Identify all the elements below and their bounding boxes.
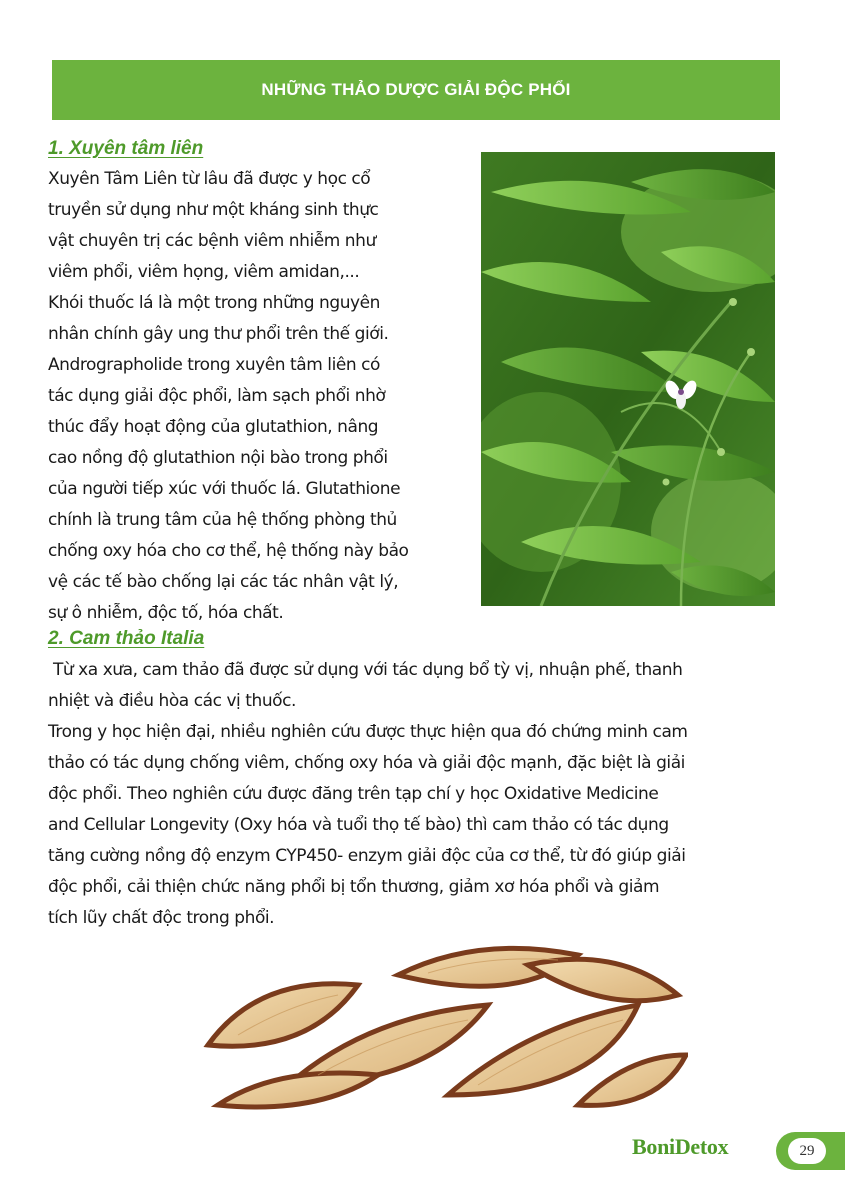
section1-body bbox=[48, 164, 468, 629]
body-line: truyền sử dụng như một kháng sinh thực bbox=[48, 200, 379, 220]
brand-logo: BoniDetox bbox=[632, 1134, 729, 1159]
body-line: nhân chính gây ung thư phổi trên thế giới. bbox=[48, 324, 389, 344]
body-line: vật chuyên trị các bệnh viêm nhiễm như bbox=[48, 231, 376, 251]
section2-heading: 2. Cam thảo Italia bbox=[48, 628, 205, 649]
body-line: sự ô nhiễm, độc tố, hóa chất. bbox=[48, 603, 284, 623]
andrographis-plant-photo bbox=[481, 152, 775, 606]
page-number: 29 bbox=[788, 1138, 826, 1164]
body-line: Andrographolide trong xuyên tâm liên có bbox=[48, 355, 380, 375]
body-line: thúc đẩy hoạt động của glutathion, nâng bbox=[48, 417, 379, 437]
body-line: độc phổi. Theo nghiên cứu được đăng trên tạp chí y học Oxidative Medicine bbox=[48, 784, 659, 804]
section1-heading: 1. Xuyên tâm liên bbox=[48, 138, 204, 159]
body-line: Trong y học hiện đại, nhiều nghiên cứu được thực hiện qua đó chứng minh cam bbox=[48, 722, 688, 742]
banner-title: NHỮNG THẢO DƯỢC GIẢI ĐỘC PHỔI bbox=[261, 80, 571, 99]
body-line: chính là trung tâm của hệ thống phòng thủ bbox=[48, 510, 397, 530]
section-banner bbox=[52, 60, 780, 120]
body-line: cao nồng độ glutathion nội bào trong phổi bbox=[48, 448, 388, 468]
licorice-root-photo bbox=[198, 935, 688, 1115]
body-line: and Cellular Longevity (Oxy hóa và tuổi thọ tế bào) thì cam thảo có tác dụng bbox=[48, 815, 669, 835]
body-line: chống oxy hóa cho cơ thể, hệ thống này bảo bbox=[48, 541, 409, 561]
body-line: Xuyên Tâm Liên từ lâu đã được y học cổ bbox=[48, 169, 371, 189]
body-line: tích lũy chất độc trong phổi. bbox=[48, 908, 275, 928]
body-line: tăng cường nồng độ enzym CYP450- enzym giải độc của cơ thể, từ đó giúp giải bbox=[48, 846, 686, 866]
section2-body bbox=[48, 655, 793, 934]
body-line: thảo có tác dụng chống viêm, chống oxy hóa và giải độc mạnh, đặc biệt là giải bbox=[48, 753, 685, 773]
body-line: nhiệt và điều hòa các vị thuốc. bbox=[48, 691, 296, 711]
page-number-tab bbox=[776, 1132, 845, 1170]
body-line: của người tiếp xúc với thuốc lá. Glutathione bbox=[48, 479, 401, 499]
body-line: Từ xa xưa, cam thảo đã được sử dụng với tác dụng bổ tỳ vị, nhuận phế, thanh bbox=[48, 660, 683, 680]
body-line: viêm phổi, viêm họng, viêm amidan,... bbox=[48, 262, 360, 282]
body-line: độc phổi, cải thiện chức năng phổi bị tổn thương, giảm xơ hóa phổi và giảm bbox=[48, 877, 660, 897]
body-line: Khói thuốc lá là một trong những nguyên bbox=[48, 293, 380, 313]
body-line: vệ các tế bào chống lại các tác nhân vật lý, bbox=[48, 572, 399, 592]
body-line: tác dụng giải độc phổi, làm sạch phổi nhờ bbox=[48, 386, 386, 406]
